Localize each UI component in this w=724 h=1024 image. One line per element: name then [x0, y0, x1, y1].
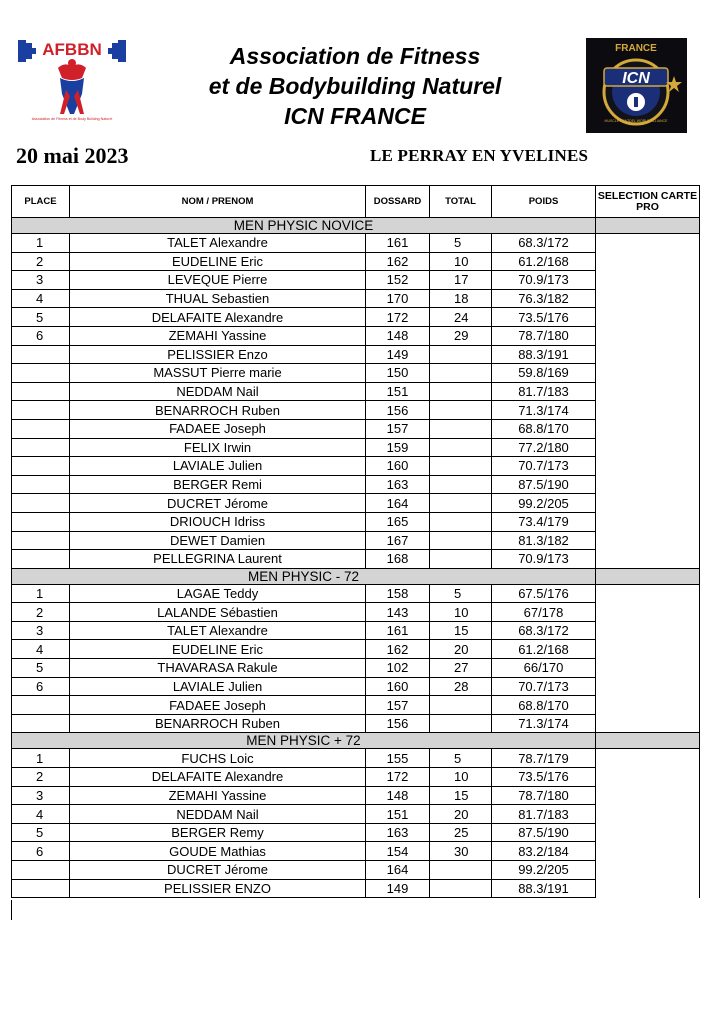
- cell-place: [12, 861, 70, 880]
- cell-total: 27: [430, 659, 492, 678]
- cell-name: DRIOUCH Idriss: [70, 512, 366, 531]
- table-row: [12, 786, 700, 805]
- cell-selection: [596, 457, 700, 476]
- cell-name: BERGER Remi: [70, 475, 366, 494]
- cell-total: 29: [430, 326, 492, 345]
- cell-poids: 73.4/179: [492, 512, 596, 531]
- cell-poids: 77.2/180: [492, 438, 596, 457]
- cell-dossard: 157: [366, 696, 430, 715]
- cell-total: [430, 419, 492, 438]
- cell-poids: 81.3/182: [492, 531, 596, 550]
- cell-dossard: 151: [366, 805, 430, 824]
- cell-poids: 81.7/183: [492, 382, 596, 401]
- table-row: [12, 768, 700, 787]
- cell-place: [12, 345, 70, 364]
- cell-poids: 59.8/169: [492, 364, 596, 383]
- cell-poids: 76.3/182: [492, 289, 596, 308]
- cell-total: [430, 345, 492, 364]
- svg-text:FRANCE: FRANCE: [615, 43, 657, 54]
- table-row: [12, 659, 700, 678]
- cell-poids: 67.5/176: [492, 584, 596, 603]
- cell-total: 10: [430, 252, 492, 271]
- cell-dossard: 161: [366, 234, 430, 253]
- cell-dossard: 155: [366, 749, 430, 768]
- cell-dossard: 158: [366, 584, 430, 603]
- cell-selection: [596, 475, 700, 494]
- cell-name: FELIX Irwin: [70, 438, 366, 457]
- cell-total: 10: [430, 768, 492, 787]
- cell-total: 17: [430, 271, 492, 290]
- cell-total: [430, 714, 492, 733]
- cell-name: NEDDAM Nail: [70, 382, 366, 401]
- cell-dossard: 156: [366, 714, 430, 733]
- cell-selection: [596, 696, 700, 715]
- cell-poids: 68.8/170: [492, 696, 596, 715]
- cell-dossard: 163: [366, 823, 430, 842]
- cell-place: [12, 696, 70, 715]
- cell-total: [430, 861, 492, 880]
- cell-place: 4: [12, 805, 70, 824]
- cell-place: 5: [12, 659, 70, 678]
- cell-total: 20: [430, 805, 492, 824]
- cell-dossard: 102: [366, 659, 430, 678]
- cell-name: GOUDE Mathias: [70, 842, 366, 861]
- cell-total: [430, 550, 492, 569]
- cell-selection: [596, 531, 700, 550]
- cell-name: DELAFAITE Alexandre: [70, 308, 366, 327]
- table-row: [12, 494, 700, 513]
- svg-text:Association de Fitness et de B: Association de Fitness et de Body Building Naturel: [31, 117, 113, 121]
- cell-selection: [596, 252, 700, 271]
- cell-dossard: 160: [366, 677, 430, 696]
- cell-place: 3: [12, 786, 70, 805]
- cell-dossard: 148: [366, 786, 430, 805]
- col-poids: POIDS: [492, 186, 596, 218]
- cell-poids: 61.2/168: [492, 640, 596, 659]
- cell-place: 3: [12, 271, 70, 290]
- section-selection-cell: [596, 733, 700, 749]
- table-row: [12, 696, 700, 715]
- results-table-wrapper: [11, 185, 699, 898]
- cell-name: LAVIALE Julien: [70, 677, 366, 696]
- cell-total: [430, 512, 492, 531]
- event-date: 20 mai 2023: [16, 143, 129, 168]
- cell-selection: [596, 823, 700, 842]
- svg-text:ICN: ICN: [622, 70, 650, 87]
- table-row: [12, 584, 700, 603]
- cell-name: FADAEE Joseph: [70, 696, 366, 715]
- cell-selection: [596, 603, 700, 622]
- cell-poids: 81.7/183: [492, 805, 596, 824]
- table-row: [12, 749, 700, 768]
- cell-name: EUDELINE Eric: [70, 640, 366, 659]
- table-row: [12, 805, 700, 824]
- cell-total: 30: [430, 842, 492, 861]
- table-row: [12, 345, 700, 364]
- results-table: [11, 185, 700, 898]
- table-row: [12, 308, 700, 327]
- cell-dossard: 170: [366, 289, 430, 308]
- cell-name: BENARROCH Ruben: [70, 714, 366, 733]
- results-body: [12, 218, 700, 898]
- table-row: [12, 861, 700, 880]
- cell-place: [12, 457, 70, 476]
- cell-place: [12, 401, 70, 420]
- cell-total: 5: [430, 749, 492, 768]
- cell-place: [12, 531, 70, 550]
- cell-selection: [596, 382, 700, 401]
- cell-place: [12, 475, 70, 494]
- section-row: [12, 733, 700, 749]
- cell-poids: 68.8/170: [492, 419, 596, 438]
- cell-dossard: 154: [366, 842, 430, 861]
- cell-selection: [596, 401, 700, 420]
- table-row: [12, 823, 700, 842]
- section-row: [12, 568, 700, 584]
- cell-poids: 70.9/173: [492, 271, 596, 290]
- table-row: [12, 382, 700, 401]
- cell-selection: [596, 550, 700, 569]
- table-row: [12, 289, 700, 308]
- cell-poids: 68.3/172: [492, 234, 596, 253]
- cell-place: 6: [12, 677, 70, 696]
- cell-name: BENARROCH Ruben: [70, 401, 366, 420]
- cell-place: 4: [12, 289, 70, 308]
- cell-place: 2: [12, 252, 70, 271]
- cell-name: TALET Alexandre: [70, 234, 366, 253]
- cell-total: 15: [430, 786, 492, 805]
- cell-total: 10: [430, 603, 492, 622]
- table-row: [12, 531, 700, 550]
- cell-place: [12, 364, 70, 383]
- cell-poids: 70.9/173: [492, 550, 596, 569]
- table-row: [12, 475, 700, 494]
- table-row: [12, 271, 700, 290]
- cell-name: ZEMAHI Yassine: [70, 786, 366, 805]
- cell-name: NEDDAM Nail: [70, 805, 366, 824]
- cell-selection: [596, 879, 700, 898]
- table-row: [12, 640, 700, 659]
- cell-place: 3: [12, 621, 70, 640]
- cell-selection: [596, 714, 700, 733]
- cell-dossard: 167: [366, 531, 430, 550]
- cell-selection: [596, 364, 700, 383]
- table-row: [12, 714, 700, 733]
- cell-name: FADAEE Joseph: [70, 419, 366, 438]
- cell-poids: 70.7/173: [492, 677, 596, 696]
- cell-selection: [596, 768, 700, 787]
- cell-total: 24: [430, 308, 492, 327]
- cell-place: 1: [12, 584, 70, 603]
- cell-poids: 71.3/174: [492, 401, 596, 420]
- cell-selection: [596, 308, 700, 327]
- table-row: [12, 401, 700, 420]
- cell-place: 6: [12, 842, 70, 861]
- cell-place: [12, 550, 70, 569]
- table-row: [12, 603, 700, 622]
- cell-selection: [596, 861, 700, 880]
- table-row: [12, 364, 700, 383]
- header-row: [12, 186, 700, 218]
- cell-dossard: 172: [366, 308, 430, 327]
- cell-name: FUCHS Loic: [70, 749, 366, 768]
- cell-dossard: 148: [366, 326, 430, 345]
- cell-poids: 87.5/190: [492, 823, 596, 842]
- cell-place: [12, 419, 70, 438]
- cell-total: 5: [430, 584, 492, 603]
- cell-selection: [596, 640, 700, 659]
- cell-poids: 78.7/180: [492, 786, 596, 805]
- cell-poids: 73.5/176: [492, 308, 596, 327]
- cell-name: DUCRET Jérome: [70, 861, 366, 880]
- cell-selection: [596, 438, 700, 457]
- table-row: [12, 438, 700, 457]
- cell-selection: [596, 584, 700, 603]
- cell-place: [12, 494, 70, 513]
- table-row: [12, 550, 700, 569]
- cell-name: PELISSIER ENZO: [70, 879, 366, 898]
- cell-total: [430, 696, 492, 715]
- cell-place: 2: [12, 768, 70, 787]
- cell-dossard: 143: [366, 603, 430, 622]
- cell-selection: [596, 345, 700, 364]
- cell-total: [430, 531, 492, 550]
- cell-name: DEWET Damien: [70, 531, 366, 550]
- cell-dossard: 151: [366, 382, 430, 401]
- cell-dossard: 162: [366, 640, 430, 659]
- cell-name: LAVIALE Julien: [70, 457, 366, 476]
- cell-place: 2: [12, 603, 70, 622]
- table-row: [12, 419, 700, 438]
- section-title: MEN PHYSIC NOVICE: [12, 218, 596, 234]
- table-row: [12, 234, 700, 253]
- cell-total: [430, 879, 492, 898]
- table-row: [12, 879, 700, 898]
- cell-total: [430, 382, 492, 401]
- cell-total: 25: [430, 823, 492, 842]
- cell-name: PELISSIER Enzo: [70, 345, 366, 364]
- svg-text:AFBBN: AFBBN: [42, 40, 102, 59]
- table-row: [12, 252, 700, 271]
- cell-dossard: 159: [366, 438, 430, 457]
- cell-poids: 83.2/184: [492, 842, 596, 861]
- cell-selection: [596, 842, 700, 861]
- cell-place: 5: [12, 308, 70, 327]
- cell-poids: 70.7/173: [492, 457, 596, 476]
- cell-dossard: 160: [366, 457, 430, 476]
- cell-poids: 73.5/176: [492, 768, 596, 787]
- cell-selection: [596, 677, 700, 696]
- cell-place: [12, 879, 70, 898]
- cell-poids: 78.7/179: [492, 749, 596, 768]
- cell-total: [430, 364, 492, 383]
- table-row: [12, 326, 700, 345]
- cell-poids: 88.3/191: [492, 345, 596, 364]
- cell-selection: [596, 786, 700, 805]
- cell-place: [12, 438, 70, 457]
- table-row: [12, 621, 700, 640]
- cell-name: EUDELINE Eric: [70, 252, 366, 271]
- cell-total: [430, 475, 492, 494]
- cell-selection: [596, 289, 700, 308]
- section-selection-cell: [596, 218, 700, 234]
- cell-dossard: 163: [366, 475, 430, 494]
- table-row: [12, 677, 700, 696]
- cell-poids: 66/170: [492, 659, 596, 678]
- cell-poids: 67/178: [492, 603, 596, 622]
- cell-place: [12, 714, 70, 733]
- col-place: PLACE: [12, 186, 70, 218]
- cell-total: 15: [430, 621, 492, 640]
- cell-dossard: 156: [366, 401, 430, 420]
- afbbn-logo: [18, 38, 126, 124]
- table-tail-line: [11, 900, 12, 920]
- cell-dossard: 149: [366, 345, 430, 364]
- cell-selection: [596, 234, 700, 253]
- table-row: [12, 512, 700, 531]
- cell-dossard: 161: [366, 621, 430, 640]
- section-selection-cell: [596, 568, 700, 584]
- cell-poids: 78.7/180: [492, 326, 596, 345]
- cell-poids: 87.5/190: [492, 475, 596, 494]
- cell-place: 4: [12, 640, 70, 659]
- cell-name: BERGER Remy: [70, 823, 366, 842]
- cell-total: [430, 401, 492, 420]
- cell-place: 1: [12, 749, 70, 768]
- section-title: MEN PHYSIC + 72: [12, 733, 596, 749]
- table-row: [12, 457, 700, 476]
- cell-name: LEVEQUE Pierre: [70, 271, 366, 290]
- cell-total: [430, 438, 492, 457]
- cell-dossard: 157: [366, 419, 430, 438]
- cell-selection: [596, 621, 700, 640]
- cell-name: LALANDE Sébastien: [70, 603, 366, 622]
- cell-name: THAVARASA Rakule: [70, 659, 366, 678]
- cell-total: [430, 457, 492, 476]
- cell-poids: 68.3/172: [492, 621, 596, 640]
- event-location: LE PERRAY EN YVELINES: [370, 146, 589, 165]
- col-name: NOM / PRENOM: [70, 186, 366, 218]
- cell-place: [12, 382, 70, 401]
- svg-text:MUSCLE & MODEL WORLD ALLIANCE: MUSCLE & MODEL WORLD ALLIANCE: [604, 119, 668, 123]
- cell-dossard: 165: [366, 512, 430, 531]
- cell-name: MASSUT Pierre marie: [70, 364, 366, 383]
- cell-selection: [596, 749, 700, 768]
- cell-place: 1: [12, 234, 70, 253]
- title-line-2: et de Bodybuilding Naturel: [208, 73, 502, 99]
- cell-name: TALET Alexandre: [70, 621, 366, 640]
- cell-poids: 71.3/174: [492, 714, 596, 733]
- cell-poids: 61.2/168: [492, 252, 596, 271]
- cell-selection: [596, 494, 700, 513]
- icn-france-logo: [586, 38, 687, 133]
- cell-total: [430, 494, 492, 513]
- title-line-1: Association de Fitness: [229, 43, 481, 69]
- title-line-3: ICN FRANCE: [284, 103, 426, 129]
- cell-place: [12, 512, 70, 531]
- table-row: [12, 842, 700, 861]
- cell-selection: [596, 326, 700, 345]
- cell-selection: [596, 512, 700, 531]
- cell-place: 6: [12, 326, 70, 345]
- section-row: [12, 218, 700, 234]
- section-title: MEN PHYSIC - 72: [12, 568, 596, 584]
- cell-selection: [596, 659, 700, 678]
- cell-poids: 88.3/191: [492, 879, 596, 898]
- cell-selection: [596, 419, 700, 438]
- col-dossard: DOSSARD: [366, 186, 430, 218]
- cell-place: 5: [12, 823, 70, 842]
- cell-name: ZEMAHI Yassine: [70, 326, 366, 345]
- cell-dossard: 168: [366, 550, 430, 569]
- cell-name: PELLEGRINA Laurent: [70, 550, 366, 569]
- col-total: TOTAL: [430, 186, 492, 218]
- cell-dossard: 172: [366, 768, 430, 787]
- cell-dossard: 149: [366, 879, 430, 898]
- cell-name: THUAL Sebastien: [70, 289, 366, 308]
- cell-dossard: 162: [366, 252, 430, 271]
- cell-dossard: 164: [366, 861, 430, 880]
- cell-poids: 99.2/205: [492, 494, 596, 513]
- cell-total: 20: [430, 640, 492, 659]
- cell-total: 18: [430, 289, 492, 308]
- cell-dossard: 164: [366, 494, 430, 513]
- cell-selection: [596, 805, 700, 824]
- cell-total: 28: [430, 677, 492, 696]
- cell-name: LAGAE Teddy: [70, 584, 366, 603]
- cell-dossard: 152: [366, 271, 430, 290]
- cell-selection: [596, 271, 700, 290]
- cell-name: DELAFAITE Alexandre: [70, 768, 366, 787]
- cell-total: 5: [430, 234, 492, 253]
- cell-poids: 99.2/205: [492, 861, 596, 880]
- col-selection: SELECTION CARTE PRO: [596, 186, 700, 218]
- cell-dossard: 150: [366, 364, 430, 383]
- cell-name: DUCRET Jérome: [70, 494, 366, 513]
